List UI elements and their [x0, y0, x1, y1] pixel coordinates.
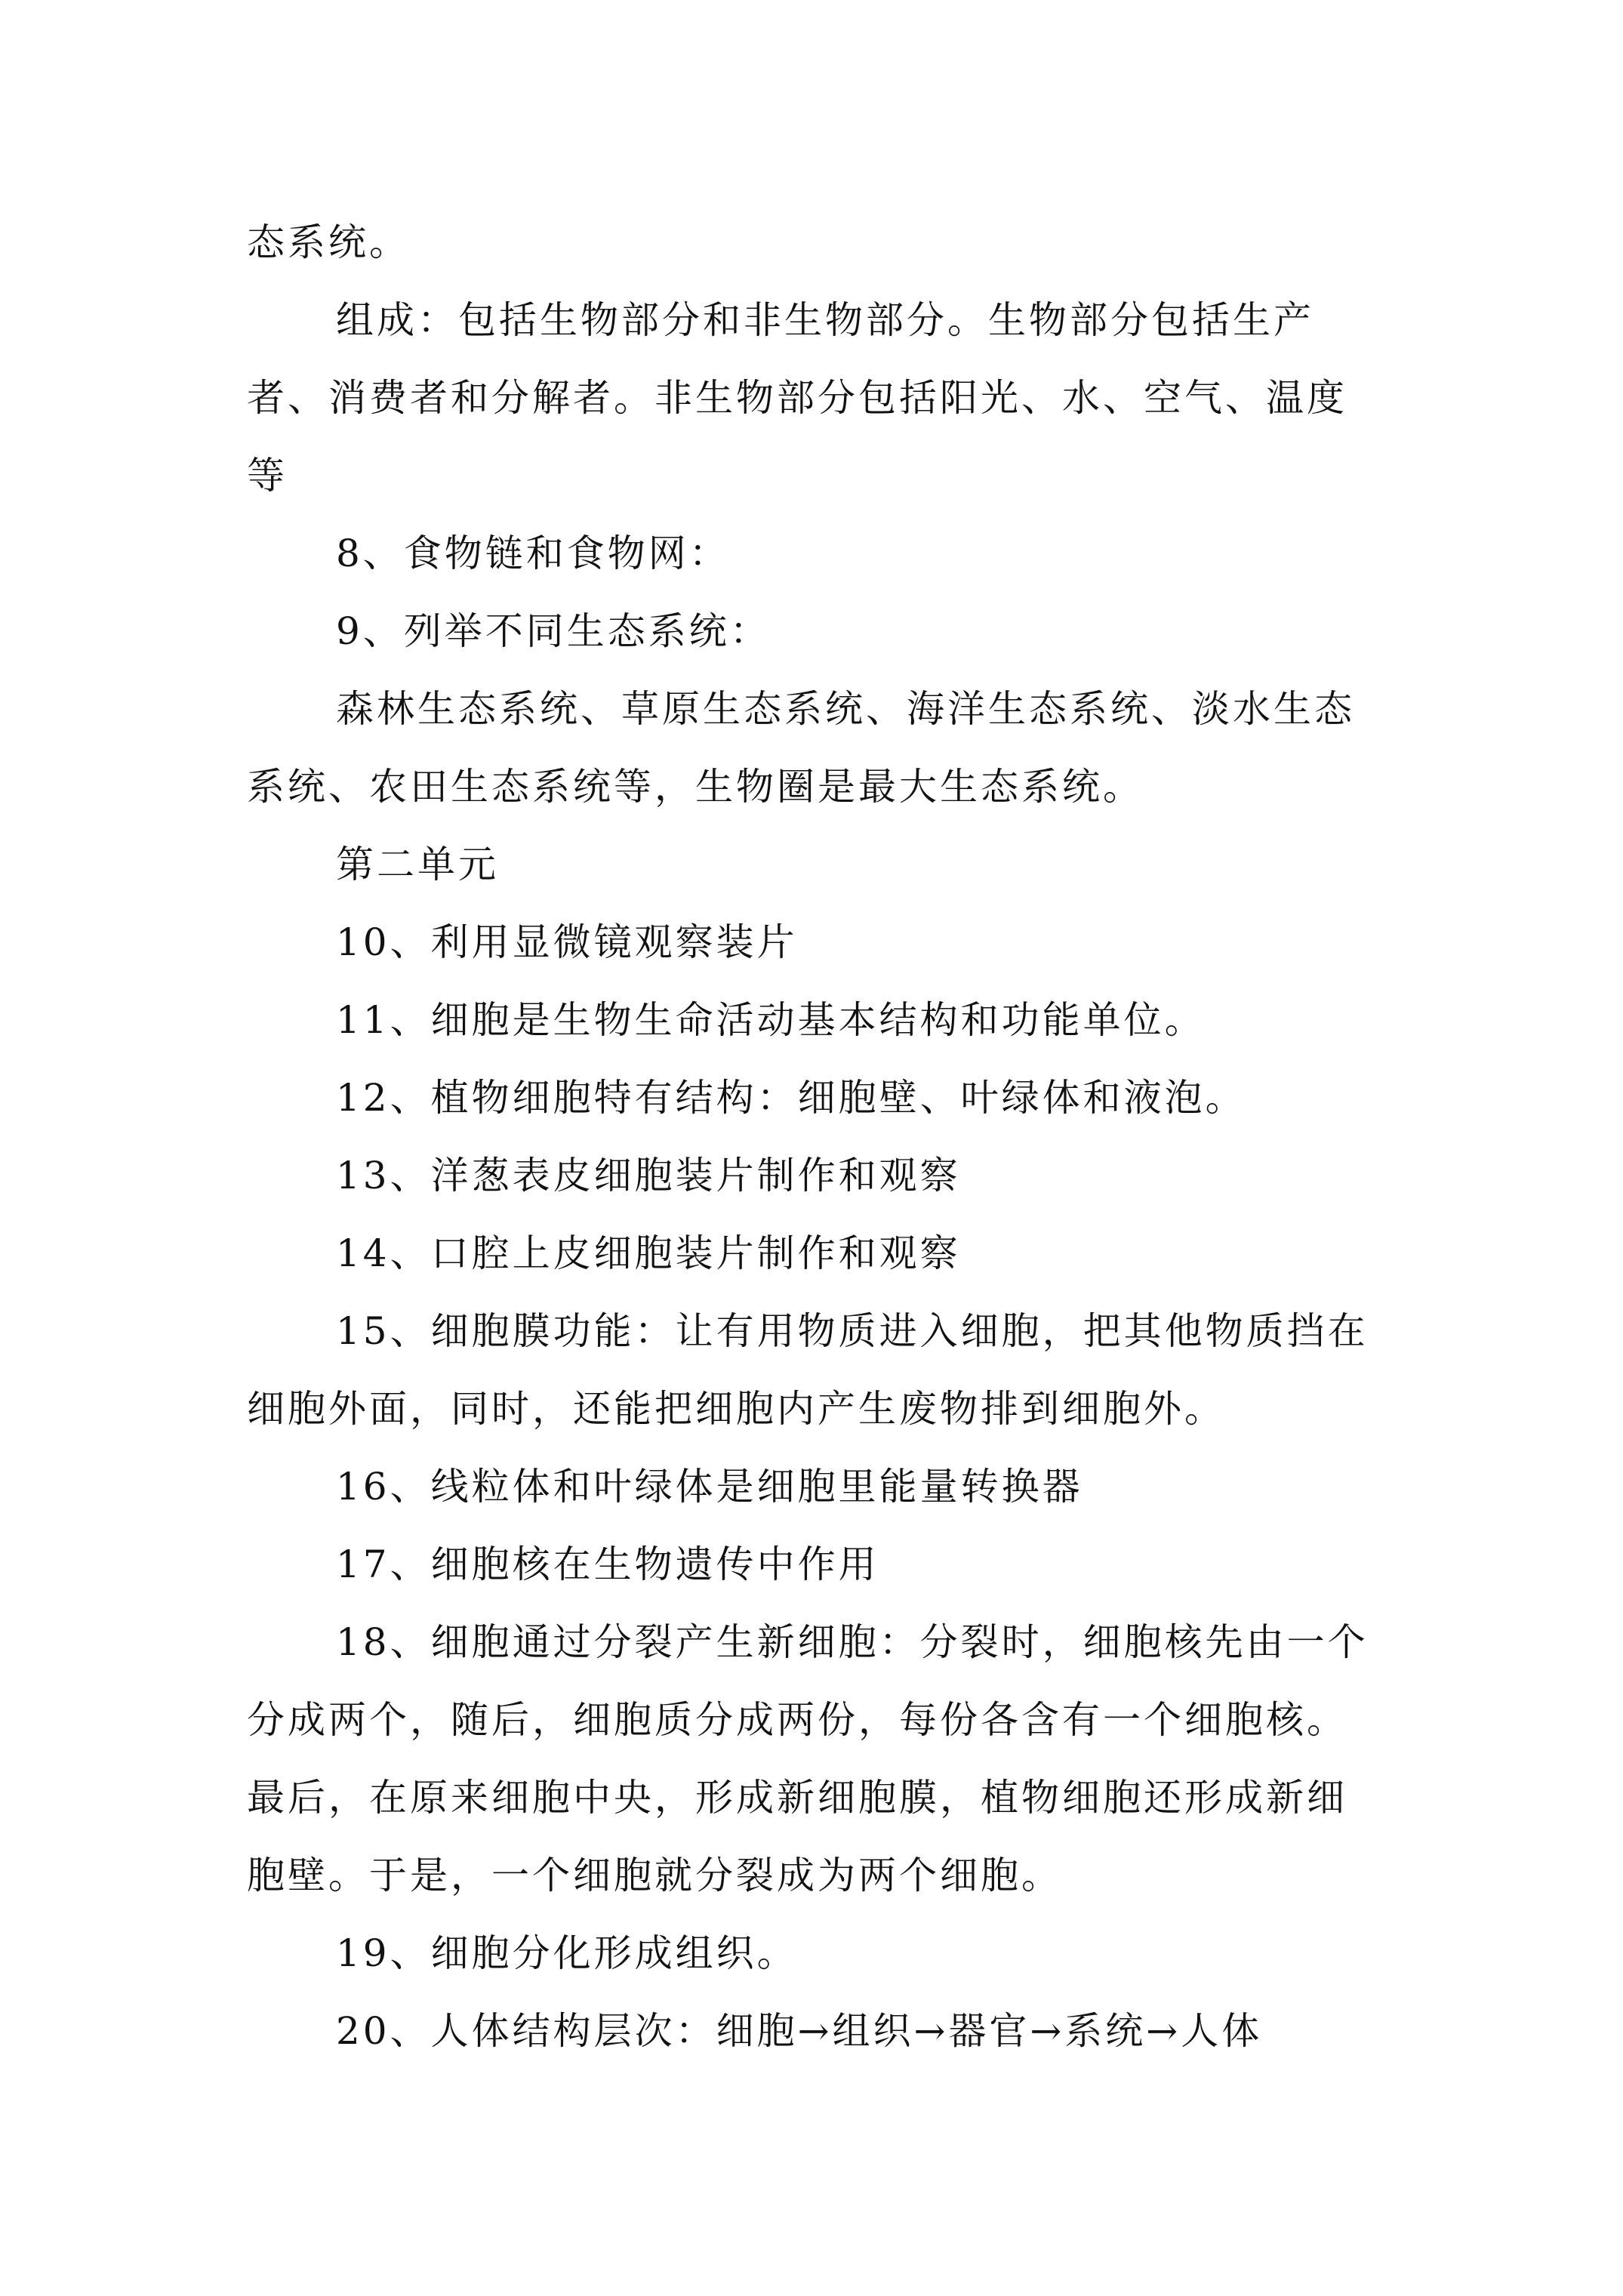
document-body — [247, 204, 1387, 2070]
paragraph-ecosystem-tail: 态系统。 — [247, 220, 410, 264]
item-11-cell-unit: 11、细胞是生物生命活动基本结构和功能单位。 — [336, 998, 1206, 1042]
item-12-plant-cell: 12、植物细胞特有结构：细胞壁、叶绿体和液泡。 — [336, 1076, 1246, 1120]
paragraph-ecosystem-composition: 组成：包括生物部分和非生物部分。生物部分包括生产者、消费者和分解者。非生物部分包括阳光、水、空气、温度等 — [247, 298, 1347, 498]
item-20-body-hierarchy: 20、人体结构层次：细胞→组织→器官→系统→人体 — [336, 2009, 1263, 2053]
unit-heading: 第二单元 — [336, 843, 499, 886]
item-13-onion-slide: 13、洋葱表皮细胞装片制作和观察 — [336, 1154, 961, 1197]
paragraph-ecosystem-list: 森林生态系统、草原生态系统、海洋生态系统、淡水生态系统、农田生态系统等，生物圈是最大生态系统。 — [247, 687, 1355, 809]
item-17-nucleus: 17、细胞核在生物遗传中作用 — [336, 1542, 879, 1586]
item-15-cell-membrane: 15、细胞膜功能：让有用物质进入细胞，把其他物质挡在细胞外面，同时，还能把细胞内产生废物排到细胞外。 — [247, 1309, 1369, 1431]
item-9-ecosystem-types: 9、列举不同生态系统： — [336, 609, 771, 653]
item-14-cheek-slide: 14、口腔上皮细胞装片制作和观察 — [336, 1231, 961, 1275]
item-10-microscope: 10、利用显微镜观察装片 — [336, 920, 798, 964]
item-19-differentiation: 19、细胞分化形成组织。 — [336, 1931, 798, 1975]
item-8-food-chain: 8、食物链和食物网： — [336, 532, 730, 575]
item-16-energy-converters: 16、线粒体和叶绿体是细胞里能量转换器 — [336, 1465, 1083, 1509]
item-18-cell-division: 18、细胞通过分裂产生新细胞：分裂时，细胞核先由一个分成两个，随后，细胞质分成两份，每份各含有一个细胞核。最后，在原来细胞中央，形成新细胞膜，植物细胞还形成新细胞壁。于是，一个细胞就分裂成为两个细胞。 — [247, 1620, 1369, 1897]
